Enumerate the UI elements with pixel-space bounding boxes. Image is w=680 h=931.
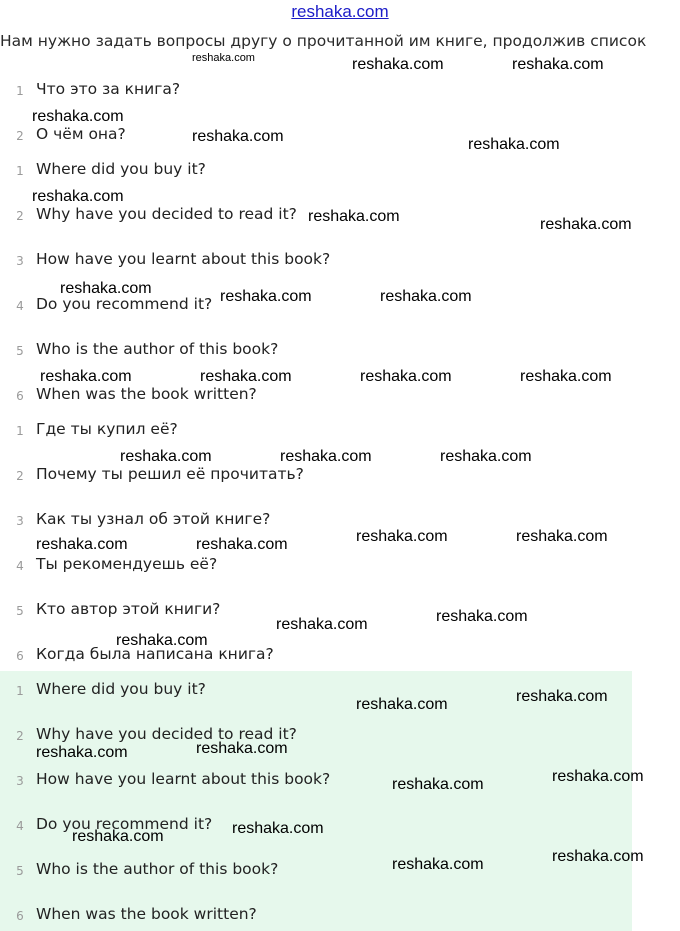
item-number: 6 <box>16 389 24 403</box>
watermark: reshaka.com <box>276 616 368 633</box>
item-text: When was the book written? <box>36 905 257 923</box>
item-text: Do you recommend it? <box>36 815 213 833</box>
watermark: reshaka.com <box>308 208 400 225</box>
watermark: reshaka.com <box>220 288 312 305</box>
item-number: 5 <box>16 604 24 618</box>
item-text: Who is the author of this book? <box>36 340 279 358</box>
watermark: reshaka.com <box>120 448 212 465</box>
watermark: reshaka.com <box>440 448 532 465</box>
item-text: Кто автор этой книги? <box>36 600 221 618</box>
item-text: Где ты купил её? <box>36 420 178 438</box>
item-number: 6 <box>16 649 24 663</box>
watermark: reshaka.com <box>196 740 288 757</box>
watermark: reshaka.com <box>516 528 608 545</box>
watermark: reshaka.com <box>280 448 372 465</box>
item-number: 2 <box>16 129 24 143</box>
item-text: Who is the author of this book? <box>36 860 279 878</box>
item-number: 6 <box>16 909 24 923</box>
item-text: Когда была написана книга? <box>36 645 274 663</box>
watermark: reshaka.com <box>512 56 604 73</box>
watermark: reshaka.com <box>360 368 452 385</box>
watermark: reshaka.com <box>32 188 124 205</box>
answer-highlight-block <box>0 671 632 931</box>
item-text: Why have you decided to read it? <box>36 725 297 743</box>
watermark: reshaka.com <box>540 216 632 233</box>
item-number: 1 <box>16 164 24 178</box>
item-number: 4 <box>16 819 24 833</box>
watermark: reshaka.com <box>356 696 448 713</box>
item-number: 5 <box>16 864 24 878</box>
watermark: reshaka.com <box>436 608 528 625</box>
watermark: reshaka.com <box>32 108 124 125</box>
watermark: reshaka.com <box>552 768 644 785</box>
watermark: reshaka.com <box>352 56 444 73</box>
item-text: Почему ты решил её прочитать? <box>36 465 304 483</box>
item-number: 1 <box>16 424 24 438</box>
watermark: reshaka.com <box>72 828 164 845</box>
watermark: reshaka.com <box>36 744 128 761</box>
item-number: 3 <box>16 774 24 788</box>
item-text: Как ты узнал об этой книге? <box>36 510 271 528</box>
watermark: reshaka.com <box>552 848 644 865</box>
item-text: Что это за книга? <box>36 80 181 98</box>
item-text: Do you recommend it? <box>36 295 213 313</box>
watermark: reshaka.com <box>196 536 288 553</box>
item-number: 2 <box>16 729 24 743</box>
item-number: 3 <box>16 254 24 268</box>
watermark: reshaka.com <box>192 128 284 145</box>
item-text: How have you learnt about this book? <box>36 250 331 268</box>
watermark: reshaka.com <box>36 536 128 553</box>
watermark: reshaka.com <box>356 528 448 545</box>
watermark: reshaka.com <box>60 280 152 297</box>
watermark: reshaka.com <box>200 368 292 385</box>
item-text: О чём она? <box>36 125 126 143</box>
watermark: reshaka.com <box>116 632 208 649</box>
page-title: Нам нужно задать вопросы другу о прочитанной им книге, продолжив список <box>0 32 647 50</box>
item-text: Where did you buy it? <box>36 160 206 178</box>
item-number: 4 <box>16 559 24 573</box>
item-text: When was the book written? <box>36 385 257 403</box>
item-text: Where did you buy it? <box>36 680 206 698</box>
watermark: reshaka.com <box>516 688 608 705</box>
item-text: How have you learnt about this book? <box>36 770 331 788</box>
watermark: reshaka.com <box>232 820 324 837</box>
watermark-top-link[interactable]: reshaka.com <box>291 2 389 21</box>
watermark: reshaka.com <box>192 52 255 64</box>
item-number: 4 <box>16 299 24 313</box>
item-text: Why have you decided to read it? <box>36 205 297 223</box>
item-text: Ты рекомендуешь её? <box>36 555 218 573</box>
watermark: reshaka.com <box>520 368 612 385</box>
watermark: reshaka.com <box>392 856 484 873</box>
item-number: 3 <box>16 514 24 528</box>
item-number: 5 <box>16 344 24 358</box>
item-number: 1 <box>16 684 24 698</box>
watermark: reshaka.com <box>40 368 132 385</box>
item-number: 1 <box>16 84 24 98</box>
watermark: reshaka.com <box>468 136 560 153</box>
watermark: reshaka.com <box>392 776 484 793</box>
watermark: reshaka.com <box>380 288 472 305</box>
item-number: 2 <box>16 469 24 483</box>
item-number: 2 <box>16 209 24 223</box>
